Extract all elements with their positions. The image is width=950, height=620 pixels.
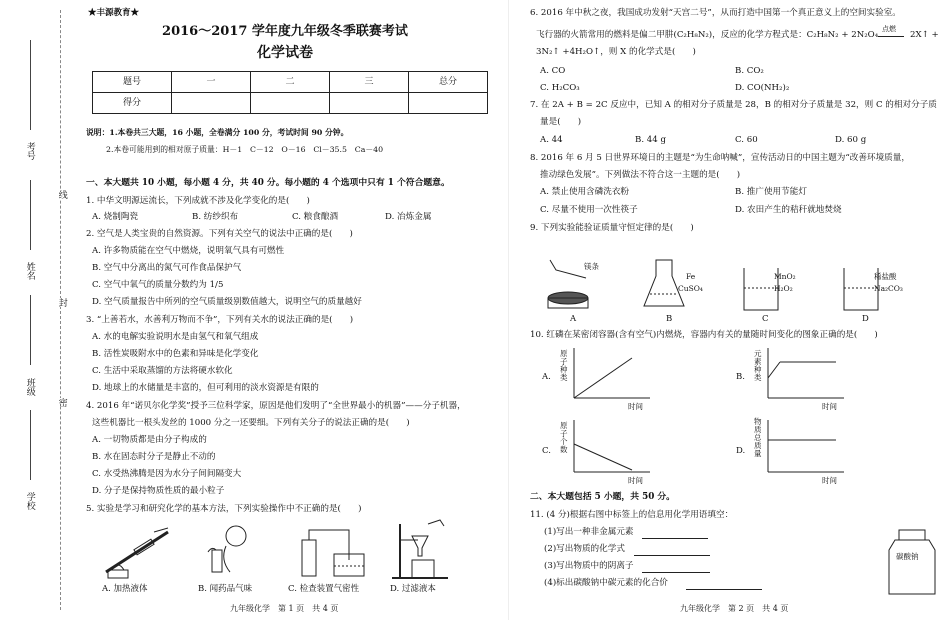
label-fe: Fe — [686, 272, 696, 281]
exam-note-1: 说明：1.本卷共三大题，16 小题，全卷满分 100 分，考试时间 90 分钟。 — [86, 128, 349, 137]
bottle-label: 碳酸钠 — [896, 552, 919, 561]
question-6-option-c[interactable]: C. H₂CO₃ — [540, 83, 580, 93]
filtration-image — [388, 518, 458, 582]
label-hydrochloric-acid: 稀盐酸 — [874, 272, 897, 281]
school-label: 学校 — [24, 492, 35, 510]
exam-number-field[interactable] — [30, 40, 31, 130]
question-3-option-b[interactable]: B. 活性炭吸附水中的色素和异味是化学变化 — [92, 349, 259, 359]
graph-b — [766, 348, 846, 408]
question-1-option-a[interactable]: A. 烧制陶瓷 — [92, 212, 139, 222]
graph-d-xlabel: 时间 — [822, 476, 837, 485]
question-6-option-a[interactable]: A. CO — [540, 66, 566, 76]
question-8-option-c[interactable]: C. 尽量不使用一次性筷子 — [540, 205, 638, 215]
question-5-option-d[interactable]: D. 过滤液本 — [390, 584, 436, 594]
question-9-option-a[interactable]: A — [570, 314, 577, 324]
question-9-option-d[interactable]: D — [862, 314, 869, 324]
score-table-header-row — [93, 72, 488, 93]
question-11-item-3: (3)写出物质中的阴离子 — [544, 561, 634, 571]
binding-dashed-line — [60, 10, 61, 610]
question-7-stem-line-1: 7. 在 2A + B = 2C 反应中，已知 A 的相对分子质量是 28，B 的相对分子质量是 32，则 C 的相对分子质 — [530, 100, 937, 110]
score-table-score-row — [93, 93, 488, 114]
question-7-option-a[interactable]: A. 44 — [540, 135, 563, 145]
page-divider — [508, 0, 509, 620]
label-cuso4: CuSO₄ — [678, 284, 703, 293]
score-header-cell: 一 — [172, 72, 251, 93]
question-4-stem-line-2: 这些机器比一根头发丝的 1000 分之一还要细。下列有关分子的说法正确的是( ) — [92, 418, 410, 428]
seal-mark-line: 线 — [56, 190, 67, 199]
question-2-option-a[interactable]: A. 许多物质能在空气中燃烧，说明氧气具有可燃性 — [92, 246, 285, 256]
reaction-arrow — [878, 36, 904, 37]
seal-mark-close: 密 — [56, 398, 67, 407]
question-3-option-a[interactable]: A. 水的电解实验说明水是由氢气和氧气组成 — [92, 332, 259, 342]
question-4-option-a[interactable]: A. 一切物质都是由分子构成的 — [92, 435, 207, 445]
class-field[interactable] — [30, 295, 31, 365]
label-magnesium: 镁条 — [584, 262, 599, 271]
question-3-stem: 3. “上善若水，水善利万物而不争”，下列有关水的说法正确的是( ) — [86, 315, 354, 325]
answer-line-3[interactable] — [642, 572, 710, 573]
score-cell[interactable] — [172, 93, 251, 114]
score-header-cell: 总分 — [409, 72, 488, 93]
question-2-option-b[interactable]: B. 空气中分离出的氮气可作食品保护气 — [92, 263, 242, 273]
smelling-chemical-image — [198, 522, 258, 582]
graph-a-ylabel: 原子种类 — [560, 349, 568, 382]
question-9-option-b[interactable]: B — [666, 314, 673, 324]
class-label: 班级 — [24, 378, 35, 396]
section-1-heading: 一、本大题共 10 小题，每小题 4 分，共 40 分。每小题的 4 个选项中只有 1 个符合题意。 — [86, 178, 450, 188]
question-5-option-a[interactable]: A. 加热液体 — [102, 584, 148, 594]
question-1-option-b[interactable]: B. 纺纱织布 — [192, 212, 239, 222]
reaction-condition: 点燃 — [882, 25, 896, 33]
graph-c-xlabel: 时间 — [628, 476, 643, 485]
graph-b-letter[interactable]: B. — [736, 372, 745, 382]
exam-page-1 — [80, 0, 490, 620]
exam-title: 2016～2017 学年度九年级冬季联赛考试 — [162, 24, 408, 39]
question-11-item-2: (2)写出物质的化学式 — [544, 544, 625, 554]
sodium-carbonate-bottle-image — [885, 528, 941, 598]
school-field[interactable] — [30, 410, 31, 480]
score-cell[interactable] — [330, 93, 409, 114]
label-mno2: MnO₂ — [774, 272, 796, 281]
question-4-option-d[interactable]: D. 分子是保持物质性质的最小粒子 — [92, 486, 225, 496]
question-4-option-b[interactable]: B. 水在固态时分子是静止不动的 — [92, 452, 216, 462]
question-11-stem: 11. (4 分)根据右图中标签上的信息用化学用语填空： — [530, 510, 734, 520]
graph-d — [766, 420, 846, 480]
page-2-footer: 九年级化学 第 2 页 共 4 页 — [680, 604, 789, 613]
graph-d-letter[interactable]: D. — [736, 446, 746, 456]
question-7-option-c[interactable]: C. 60 — [735, 135, 758, 145]
question-6-stem-line-1: 6. 2016 年中秋之夜，我国成功发射“天宫二号”，从而打造中国第一个真正意义上的空间实验室。 — [530, 8, 901, 18]
question-3-option-d[interactable]: D. 地球上的水储量是丰富的，但可利用的淡水资源是有限的 — [92, 383, 319, 393]
score-cell[interactable] — [409, 93, 488, 114]
question-9-stem: 9. 下列实验能验证质量守恒定律的是( ) — [530, 223, 694, 233]
question-5-option-b[interactable]: B. 闻药品气味 — [198, 584, 253, 594]
section-2-heading: 二、本大题包括 5 小题，共 50 分。 — [530, 492, 675, 502]
score-table — [92, 71, 488, 114]
question-11-item-1: (1)写出一种非金属元素 — [544, 527, 634, 537]
question-4-stem-line-1: 4. 2016 年“诺贝尔化学奖”授予三位科学家，原因是他们发明了“全世界最小的机器”——分子机器， — [86, 401, 466, 411]
question-5-stem: 5. 实验是学习和研究化学的基本方法，下列实验操作中不正确的是( ) — [86, 504, 362, 514]
question-8-stem-line-2: 推动绿色发展”。下列做法不符合这一主题的是( ) — [540, 170, 741, 180]
question-6-stem-line-3: 2X↑ + — [910, 30, 939, 40]
question-1-option-c[interactable]: C. 粮食酿酒 — [292, 212, 339, 222]
score-header-cell: 三 — [330, 72, 409, 93]
question-7-stem-line-2: 量是( ) — [540, 117, 582, 127]
name-field[interactable] — [30, 180, 31, 250]
question-6-option-d[interactable]: D. CO(NH₂)₂ — [735, 83, 790, 93]
graph-c — [572, 420, 652, 480]
name-label: 姓名 — [24, 262, 35, 280]
question-7-option-d[interactable]: D. 60 g — [835, 135, 867, 145]
magnesium-burning-image — [544, 254, 614, 314]
question-1-stem: 1. 中华文明源远流长，下列成就不涉及化学变化的是( ) — [86, 196, 310, 206]
score-row-label: 得分 — [93, 93, 172, 114]
question-6-stem-line-2: 飞行器的火箭常用的燃料是偏二甲肼(C₂H₈N₂)，反应的化学方程式是：C₂H₈N₂ + 2N₂O₄ — [536, 30, 879, 40]
question-6-stem-line-4: 3N₂↑ +4H₂O↑，则 X 的化学式是( ) — [536, 47, 696, 57]
score-cell[interactable] — [251, 93, 330, 114]
graph-c-ylabel: 原子个数 — [560, 421, 568, 454]
heating-liquid-image — [98, 522, 178, 582]
seal-mark-seal: 封 — [56, 298, 67, 307]
exam-number-label: 考号 — [24, 142, 35, 160]
question-2-option-c[interactable]: C. 空气中氧气的质量分数约为 1/5 — [92, 280, 224, 290]
question-8-option-a[interactable]: A. 禁止使用含磷洗衣粉 — [540, 187, 630, 197]
question-2-option-d[interactable]: D. 空气质量报告中所列的空气质量级别数值越大，说明空气的质量越好 — [92, 297, 362, 307]
question-7-option-b[interactable]: B. 44 g — [635, 135, 666, 145]
question-8-stem-line-1: 8. 2016 年 6 月 5 日世界环境日的主题是“为生命呐喊”，宣传活动日的中国主题为“改善环境质量， — [530, 153, 910, 163]
question-8-option-d[interactable]: D. 农田产生的秸秆就地焚烧 — [735, 205, 842, 215]
question-4-option-c[interactable]: C. 水受热沸腾是因为水分子间间隔变大 — [92, 469, 242, 479]
exam-subtitle: 化学试卷 — [257, 45, 313, 61]
binding-margin — [0, 0, 78, 620]
graph-b-ylabel: 元素种类 — [754, 349, 762, 382]
question-8-option-b[interactable]: B. 推广使用节能灯 — [735, 187, 807, 197]
graph-d-ylabel: 物质总质量 — [754, 417, 762, 458]
score-header-cell: 二 — [251, 72, 330, 93]
graph-b-xlabel: 时间 — [822, 402, 837, 411]
question-2-stem: 2. 空气是人类宝贵的自然资源。下列有关空气的说法中正确的是( ) — [86, 229, 353, 239]
question-11-item-4: (4)标出碳酸钠中碳元素的化合价 — [544, 578, 668, 588]
question-6-option-b[interactable]: B. CO₂ — [735, 66, 764, 76]
label-h2o2: H₂O₂ — [774, 284, 793, 293]
graph-a — [572, 348, 652, 408]
answer-line-1[interactable] — [642, 538, 708, 539]
label-na2co3: Na₂CO₃ — [874, 284, 903, 293]
question-10-stem: 10. 红磷在某密闭容器(含有空气)内燃烧，容器内有关的量随时间变化的图象正确的是( ) — [530, 330, 878, 340]
brand-label: ★丰源教育★ — [88, 8, 140, 18]
graph-a-letter[interactable]: A. — [542, 372, 551, 382]
answer-line-2[interactable] — [634, 555, 710, 556]
airtightness-check-image — [294, 522, 374, 582]
graph-c-letter[interactable]: C. — [542, 446, 551, 456]
answer-line-4[interactable] — [686, 589, 762, 590]
question-9-option-c[interactable]: C — [762, 314, 769, 324]
question-3-option-c[interactable]: C. 生活中采取蒸馏的方法将硬水软化 — [92, 366, 233, 376]
score-header-cell: 题号 — [93, 72, 172, 93]
page-1-footer: 九年级化学 第 1 页 共 4 页 — [230, 604, 339, 613]
graph-a-xlabel: 时间 — [628, 402, 643, 411]
exam-page-2 — [530, 0, 945, 620]
question-1-option-d[interactable]: D. 冶炼金属 — [385, 212, 432, 222]
question-5-option-c[interactable]: C. 检查装置气密性 — [288, 584, 360, 594]
exam-note-2: 2.本卷可能用到的相对原子质量：H－1 C－12 O－16 Cl－35.5 Ca－40 — [106, 145, 384, 154]
